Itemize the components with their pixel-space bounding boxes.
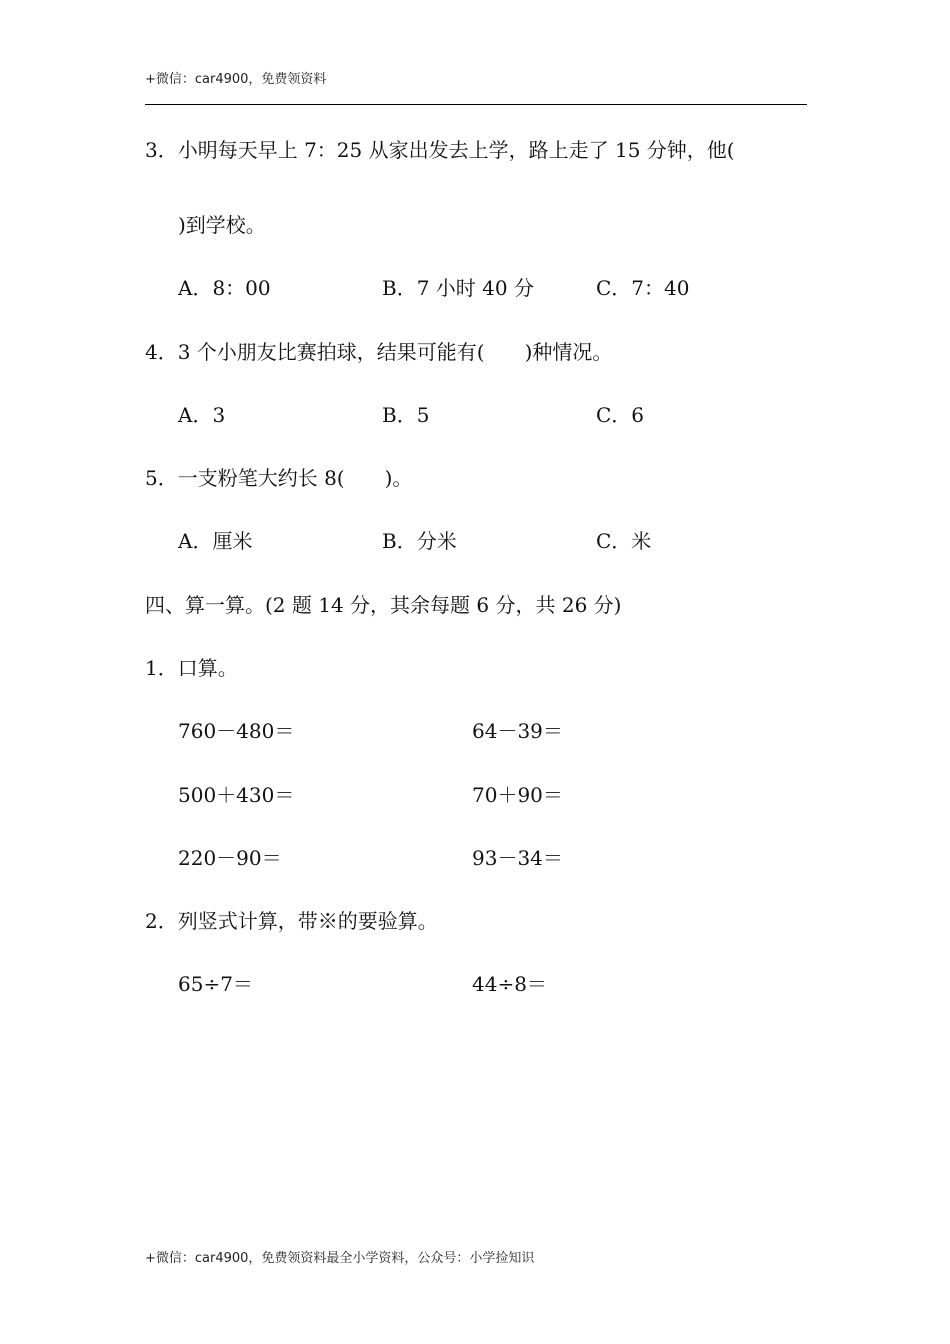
section4-sub1-title: 1．口算。 [145,656,238,680]
q4-text: 4．3 个小朋友比赛拍球，结果可能有( )种情况。 [145,340,613,364]
q4-option-c: C．6 [596,403,645,427]
page-footer: +微信：car4900，免费领资料最全小学资料，公众号：小学捡知识 [145,1251,535,1266]
vertical-calc-right: 44÷8＝ [472,972,547,996]
q4-option-b: B．5 [382,403,430,427]
section4-title: 四、算一算。(2 题 14 分，其余每题 6 分，共 26 分) [145,593,622,617]
vertical-calc-left: 65÷7＝ [178,972,253,996]
q3-line2: )到学校。 [178,213,266,237]
calc-1-left: 760－480＝ [178,719,295,743]
q3-option-b: B．7 小时 40 分 [382,276,534,300]
q3-line1: 3．小明每天早上 7：25 从家出发去上学，路上走了 15 分钟，他( [145,138,735,162]
calc-3-right: 93－34＝ [472,846,563,870]
q5-option-b: B．分米 [382,529,457,553]
q3-option-a: A．8：00 [178,276,271,300]
page-header: +微信：car4900，免费领资料 [145,72,327,87]
q5-option-c: C．米 [596,529,652,553]
calc-2-left: 500＋430＝ [178,783,295,807]
section4-sub2-title: 2．列竖式计算，带※的要验算。 [145,909,438,933]
calc-2-right: 70＋90＝ [472,783,563,807]
q5-text: 5．一支粉笔大约长 8( )。 [145,466,413,490]
calc-3-left: 220－90＝ [178,846,282,870]
q3-option-c: C．7：40 [596,276,690,300]
calc-1-right: 64－39＝ [472,719,563,743]
header-rule [145,104,807,105]
q4-option-a: A．3 [178,403,226,427]
q5-option-a: A．厘米 [178,529,253,553]
